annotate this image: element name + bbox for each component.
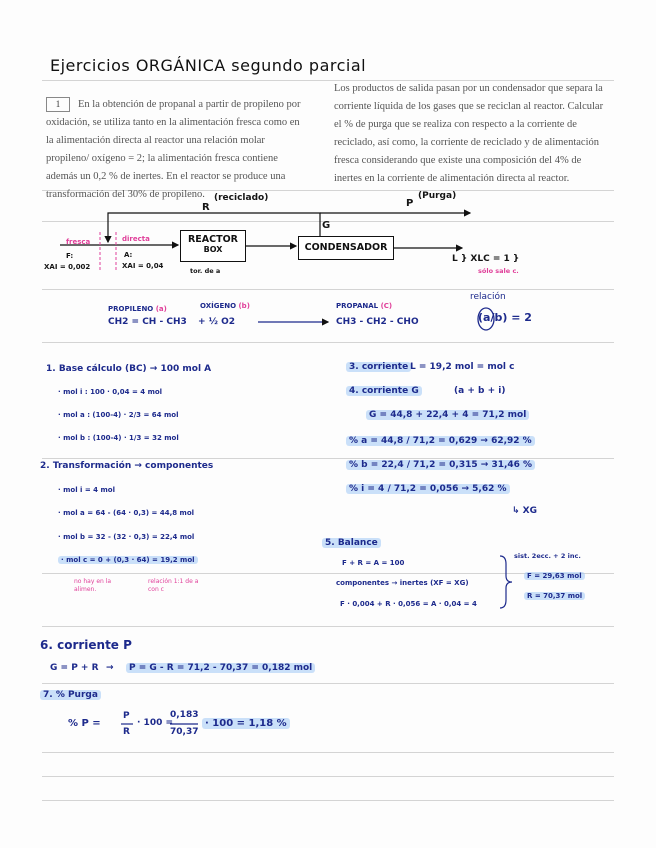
step4-xg: ↳ XG [512,506,538,516]
step7-result [202,718,290,729]
reactor-box [180,230,246,262]
step1-line: · mol a : (100-4) · 2/3 = 64 mol [58,411,179,419]
recycle-stream-label: R [202,202,210,213]
step6-title: 6. corriente P [40,638,132,652]
step4-percent [346,484,510,494]
fresh-inert-fraction: XAI = 0,002 [44,263,91,271]
relation-value: (a/b) = 2 [478,311,532,324]
step2-title: 2. Transformación → componentes [40,461,214,471]
step2-note: relación 1:1 de a con c [148,578,199,593]
oxygen-name: OXÍGENO [200,302,237,310]
step7-multiplier: · 100 = [137,718,174,728]
step4-percent-highlight: % i = 4 / 71,2 = 0,056 → 5,62 % [346,484,510,494]
propanal-name: PROPANAL [336,302,379,310]
step7-result-highlight: · 100 = 1,18 % [202,718,290,729]
step6-result [126,663,315,673]
propylene-label [108,305,167,313]
step5-equation: componentes → inertes (XF = XG) [336,579,469,587]
step4-sum-highlight: G = 44,8 + 22,4 + 4 = 71,2 mol [366,410,529,420]
step5-result-r [524,592,585,600]
step3-title [346,362,411,372]
step5-result-r-highlight: R = 70,37 mol [524,592,585,600]
step1-title: 1. Base cálculo (BC) → 100 mol A [46,364,212,374]
step2-line: · mol i = 4 mol [58,486,115,494]
fresh-stream-label: F: [66,252,74,260]
direct-feed-label: directa [122,235,150,243]
problem-right-text: Los productos de salida pasan por un condensador que separa la corriente líquida de los gases que se reciclan al reactor. Calcular el % de purga que se realiza con respecto a la corriente de reciclado, así como, la corriente de reciclado y de alimentación fresca considerando que existe una composición del 4% de inertes en la corriente de alimentación directa al reactor. [334,83,604,184]
step4-title [346,386,422,396]
oxygen-tag: (b) [238,302,250,310]
oxygen-label [200,302,250,310]
step4-title-highlight: 4. corriente G [346,386,422,396]
step5-equation: F + R = A = 100 [342,559,405,567]
step7-fraction-denominator: 70,37 [170,727,199,737]
recycle-stream-note: (reciclado) [214,193,269,203]
purge-stream-label: P [406,198,414,209]
direct-inert-fraction: XAI = 0,04 [122,262,164,270]
step6-arrow: → [106,663,114,673]
step4-paren: (a + b + i) [454,386,506,396]
step6-equation: G = P + R [50,663,99,673]
step4-percent-highlight: % a = 44,8 / 71,2 = 0,629 → 62,92 % [346,436,535,446]
step6-result-highlight: P = G - R = 71,2 - 70,37 = 0,182 mol [126,663,315,673]
propylene-name: PROPILENO [108,305,154,313]
step4-percent-highlight: % b = 22,4 / 71,2 = 0,315 → 31,46 % [346,460,535,470]
step3-title-highlight: 3. corriente [346,362,411,372]
propanal-label [336,302,392,310]
condenser-box: CONDENSADOR [298,236,394,260]
step5-note: sist. 2ecc. + 2 inc. [514,552,581,560]
reactor-label: REACTOR [187,234,238,245]
liquid-stream-note: sólo sale c. [478,267,519,275]
step2-line: · mol a = 64 - (64 · 0,3) = 44,8 mol [58,509,195,517]
step2-line: · mol b = 32 - (32 · 0,3) = 22,4 mol [58,533,195,541]
gas-stream-label: G [322,220,331,231]
fresh-feed-label: fresca [66,238,91,246]
step1-line: · mol i : 100 · 0,04 = 4 mol [58,388,163,396]
direct-stream-label: A: [124,251,133,259]
step2-line [58,556,198,564]
relation-label: relación [470,292,506,302]
step4-percent [346,460,535,470]
step7-title-highlight: 7. % Purga [40,690,101,700]
step5-result-f-highlight: F = 29,63 mol [524,572,585,580]
propylene-formula: CH2 = CH - CH3 [108,317,187,327]
step7-left: % P = [68,718,101,729]
step5-title-highlight: 5. Balance [322,538,381,548]
propanal-tag: (C) [380,302,393,310]
problem-left-body: En la obtención de propanal a partir de propileno por oxidación, se utiliza tanto en la alimentación fresca como en la alimentación directa al reactor una relación molar propileno/ oxígeno = 2; la alimentación fresca contiene además un 0,2 % de inertes. En el reactor se produce una transformación del 30% de propileno. [46,99,301,200]
step4-percent [346,436,535,446]
step5-result-f [524,572,585,580]
step7-fraction-numerator: 0,183 [170,710,199,720]
propylene-tag: (a) [155,305,167,313]
oxygen-term: + ½ O2 [198,317,236,327]
problem-number: 1 [46,97,70,112]
page-title: Ejercicios ORGÁNICA segundo parcial [50,56,367,75]
step5-equation: F · 0,004 + R · 0,056 = A · 0,04 = 4 [340,600,477,608]
reactor-sublabel: BOX [203,245,223,254]
step7-fraction-denominator: R [123,727,130,737]
step3-value: L = 19,2 mol = mol c [410,362,515,372]
purge-stream-note: (Purga) [418,191,457,201]
step4-sum [366,410,529,420]
step7-fraction-numerator: P [123,711,130,721]
step7-title [40,690,101,700]
step5-title [322,538,381,548]
step2-note: no hay en la alimen. [74,578,112,593]
propanal-formula: CH3 - CH2 - CHO [336,317,419,327]
step1-line: · mol b : (100-4) · 1/3 = 32 mol [58,434,179,442]
liquid-stream-label: L } XLC = 1 } [452,254,520,264]
reactor-note: tor. de a [190,267,221,275]
step2-line-highlight: · mol c = 0 + (0,3 · 64) = 19,2 mol [58,556,198,564]
